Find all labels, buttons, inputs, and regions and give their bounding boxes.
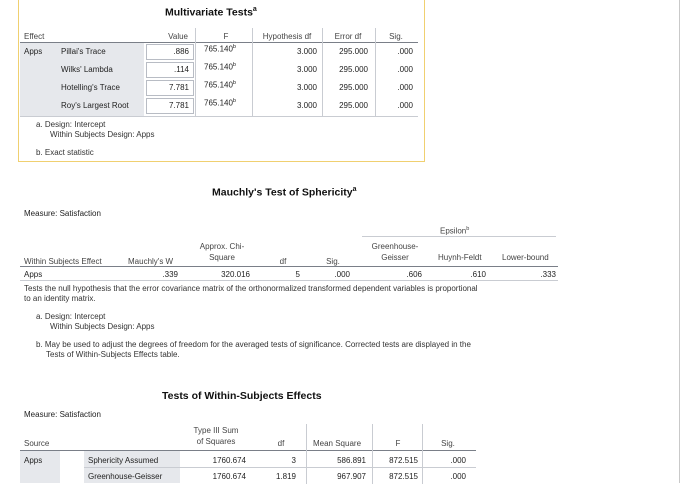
header-error-df: Error df	[334, 32, 362, 41]
row-label: Wilks' Lambda	[61, 65, 113, 74]
f-cell: 765.140$^b$	[204, 98, 236, 108]
row-label: Pillai's Trace	[61, 47, 106, 56]
header-sig: Sig.	[441, 439, 455, 448]
header-df: df	[279, 257, 287, 266]
mauchly-title: Mauchly's Test of Sphericity$^a$	[212, 186, 357, 199]
header-ss-2: of Squares	[196, 437, 236, 446]
err-df-cell: 295.000	[339, 101, 368, 110]
df-cell: 1.819	[275, 472, 296, 481]
sig-cell: .000	[397, 65, 413, 74]
footnote-a: a. Design: Intercept	[36, 120, 106, 129]
effect-apps: Apps	[24, 47, 43, 56]
f-cell: 765.140$^b$	[204, 44, 236, 54]
header-ss-1: Type III Sum	[193, 426, 239, 435]
source-apps: Apps	[24, 456, 43, 465]
null-hypothesis-note: Tests the null hypothesis that the error covariance matrix of the orthonormalized transformed dependent variables is proportional	[24, 284, 478, 293]
header-greenhouse-2: Geisser	[381, 253, 409, 262]
header-mauchlys-w: Mauchly's W	[128, 257, 174, 266]
row-label: Greenhouse-Geisser	[88, 472, 163, 481]
hyp-df-cell: 3.000	[296, 83, 317, 92]
header-chi-square-1: Approx. Chi-	[199, 242, 245, 251]
f-cell: 765.140$^b$	[204, 62, 236, 72]
header-f: F	[223, 32, 229, 41]
sig-cell: .000	[450, 472, 466, 481]
header-source: Source	[24, 439, 50, 448]
row-label: Sphericity Assumed	[88, 456, 159, 465]
header-sig: Sig.	[389, 32, 403, 41]
gg-cell: .606	[406, 270, 422, 279]
header-f: F	[395, 439, 401, 448]
f-cell: 872.515	[389, 456, 418, 465]
sig-cell: .000	[397, 101, 413, 110]
ss-cell: 1760.674	[212, 456, 246, 465]
ms-cell: 967.907	[337, 472, 366, 481]
header-greenhouse-1: Greenhouse-	[371, 242, 419, 251]
sig-cell: .000	[450, 456, 466, 465]
measure-label: Measure: Satisfaction	[24, 410, 101, 419]
err-df-cell: 295.000	[339, 65, 368, 74]
sig-cell: .000	[397, 47, 413, 56]
footnote-a-design: Within Subjects Design: Apps	[50, 322, 155, 331]
row-label: Hotelling's Trace	[61, 83, 120, 92]
df-cell: 5	[295, 270, 300, 279]
multivariate-title: Multivariate Tests$^a$	[165, 6, 257, 19]
within-title: Tests of Within-Subjects Effects	[162, 390, 322, 402]
footnote-b-cont: Tests of Within-Subjects Effects table.	[46, 350, 180, 359]
footnote-b: b. Exact statistic	[36, 148, 94, 157]
footnote-a-design: Within Subjects Design: Apps	[50, 130, 155, 139]
header-rule	[20, 42, 418, 43]
header-within-subjects-effect: Within Subjects Effect	[24, 257, 102, 266]
ms-cell: 586.891	[337, 456, 366, 465]
header-chi-square-2: Square	[209, 253, 235, 262]
sig-cell: .000	[334, 270, 350, 279]
row-label: Roy's Largest Root	[61, 101, 129, 110]
epsilon-header: Epsilon$^b$	[440, 226, 470, 236]
err-df-cell: 295.000	[339, 47, 368, 56]
header-rule	[20, 266, 558, 267]
value-cell: 7.781	[168, 101, 189, 110]
null-hypothesis-note-cont: to an identity matrix.	[24, 294, 96, 303]
measure-label: Measure: Satisfaction	[24, 209, 101, 218]
header-hypothesis-df: Hypothesis df	[262, 32, 312, 41]
hf-cell: .610	[470, 270, 486, 279]
f-cell: 872.515	[389, 472, 418, 481]
value-cell: 7.781	[168, 83, 189, 92]
header-df: df	[277, 439, 285, 448]
header-huynh-feldt: Huynh-Feldt	[438, 253, 482, 262]
hyp-df-cell: 3.000	[296, 65, 317, 74]
w-cell: .339	[162, 270, 178, 279]
ss-cell: 1760.674	[212, 472, 246, 481]
header-sig: Sig.	[326, 257, 340, 266]
header-lower-bound: Lower-bound	[502, 253, 549, 262]
f-cell: 765.140$^b$	[204, 80, 236, 90]
sig-cell: .000	[397, 83, 413, 92]
footnote-b: b. May be used to adjust the degrees of freedom for the averaged tests of significance. Corrected tests are displayed in the	[36, 340, 471, 349]
effect-cell: Apps	[24, 270, 43, 279]
header-value: Value	[168, 32, 188, 41]
chi-cell: 320.016	[221, 270, 250, 279]
hyp-df-cell: 3.000	[296, 101, 317, 110]
header-mean-square: Mean Square	[312, 439, 362, 448]
err-df-cell: 295.000	[339, 83, 368, 92]
hyp-df-cell: 3.000	[296, 47, 317, 56]
lb-cell: .333	[540, 270, 556, 279]
df-cell: 3	[291, 456, 296, 465]
footnote-a: a. Design: Intercept	[36, 312, 106, 321]
value-cell: .114	[174, 65, 189, 74]
header-effect: Effect	[24, 32, 45, 41]
value-cell: .886	[173, 47, 189, 56]
